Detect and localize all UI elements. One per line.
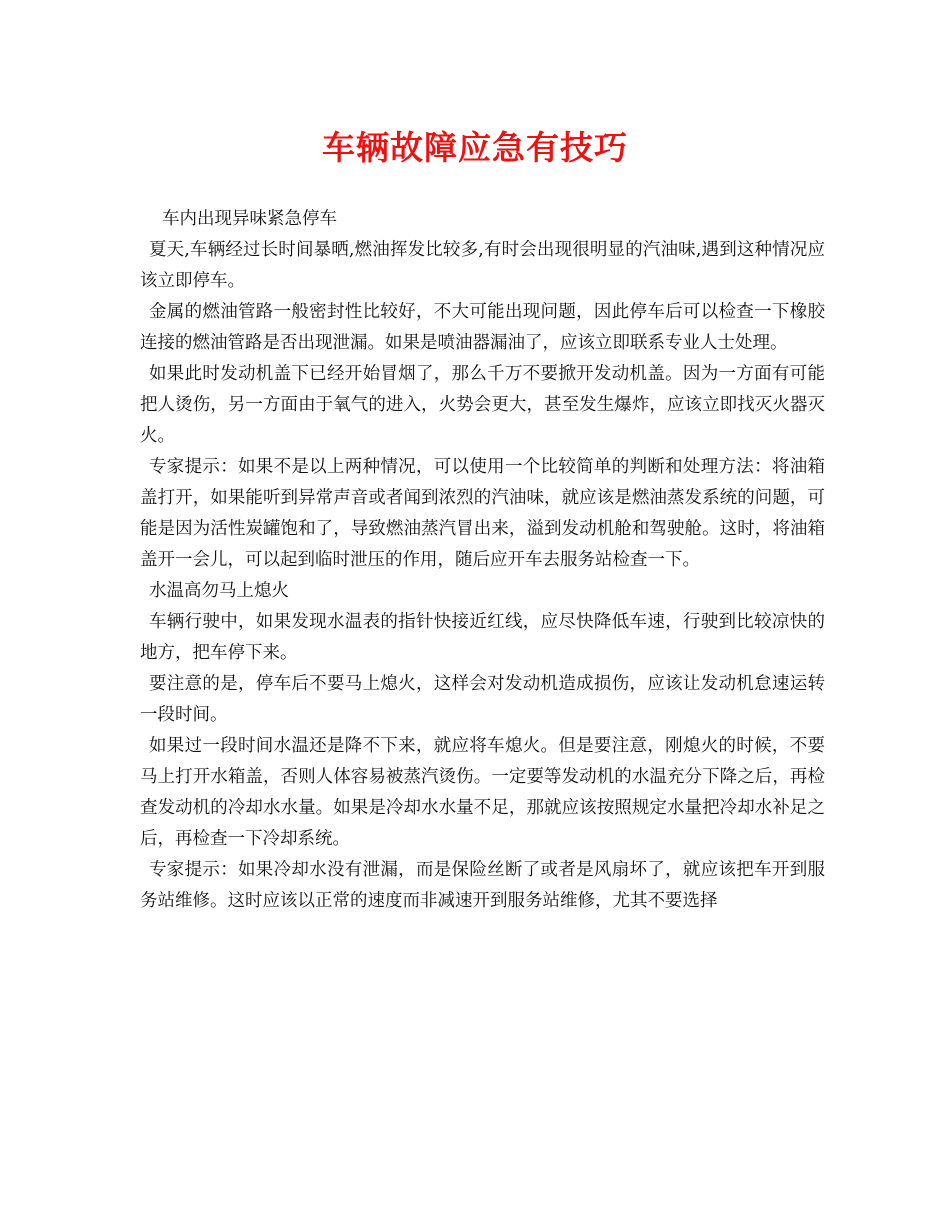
paragraph: 如果过一段时间水温还是降不下来，就应将车熄火。但是要注意，刚熄火的时候，不要马上打开水箱盖，否则人体容易被蒸汽烫伤。一定要等发动机的水温充分下降之后，再检查发动机的冷却水水量。如果是冷却水水量不足，那就应该按照规定水量把冷却水补足之后，再检查一下冷却系统。 — [140, 736, 825, 849]
expert-tip-paragraph: 专家提示：如果不是以上两种情况，可以使用一个比较简单的判断和处理方法：将油箱盖打开，如果能听到异常声音或者闻到浓烈的汽油味，就应该是燃油蒸发系统的问题，可能是因为活性炭罐饱和了，导致燃油蒸汽冒出来，溢到发动机舱和驾驶舱。这时，将油箱盖开一会儿，可以起到临时泄压的作用，随后应开车去服务站检查一下。 — [140, 457, 825, 570]
document-title: 车辆故障应急有技巧 — [322, 128, 628, 167]
document-body — [140, 204, 825, 917]
paragraph: 金属的燃油管路一般密封性比较好，不大可能出现问题，因此停车后可以检查一下橡胶连接的燃油管路是否出现泄漏。如果是喷油器漏油了，应该立即联系专业人士处理。 — [140, 302, 825, 353]
paragraph: 要注意的是，停车后不要马上熄火，这样会对发动机造成损伤，应该让发动机怠速运转一段时间。 — [140, 674, 825, 725]
paragraph: 夏天,车辆经过长时间暴晒,燃油挥发比较多,有时会出现很明显的汽油味,遇到这种情况应该立即停车。 — [140, 240, 825, 291]
section-heading-water-temp: 水温高勿马上熄火 — [149, 581, 289, 601]
paragraph: 车辆行驶中，如果发现水温表的指针快接近红线，应尽快降低车速，行驶到比较凉快的地方，把车停下来。 — [140, 612, 825, 663]
paragraph: 如果此时发动机盖下已经开始冒烟了，那么千万不要掀开发动机盖。因为一方面有可能把人烫伤，另一方面由于氧气的进入，火势会更大，甚至发生爆炸，应该立即找灭火器灭火。 — [140, 364, 825, 446]
expert-tip-paragraph: 专家提示：如果冷却水没有泄漏，而是保险丝断了或者是风扇坏了，就应该把车开到服务站维修。这时应该以正常的速度而非减速开到服务站维修，尤其不要选择 — [140, 860, 825, 911]
section-heading-odor: 车内出现异味紧急停车 — [162, 209, 337, 229]
